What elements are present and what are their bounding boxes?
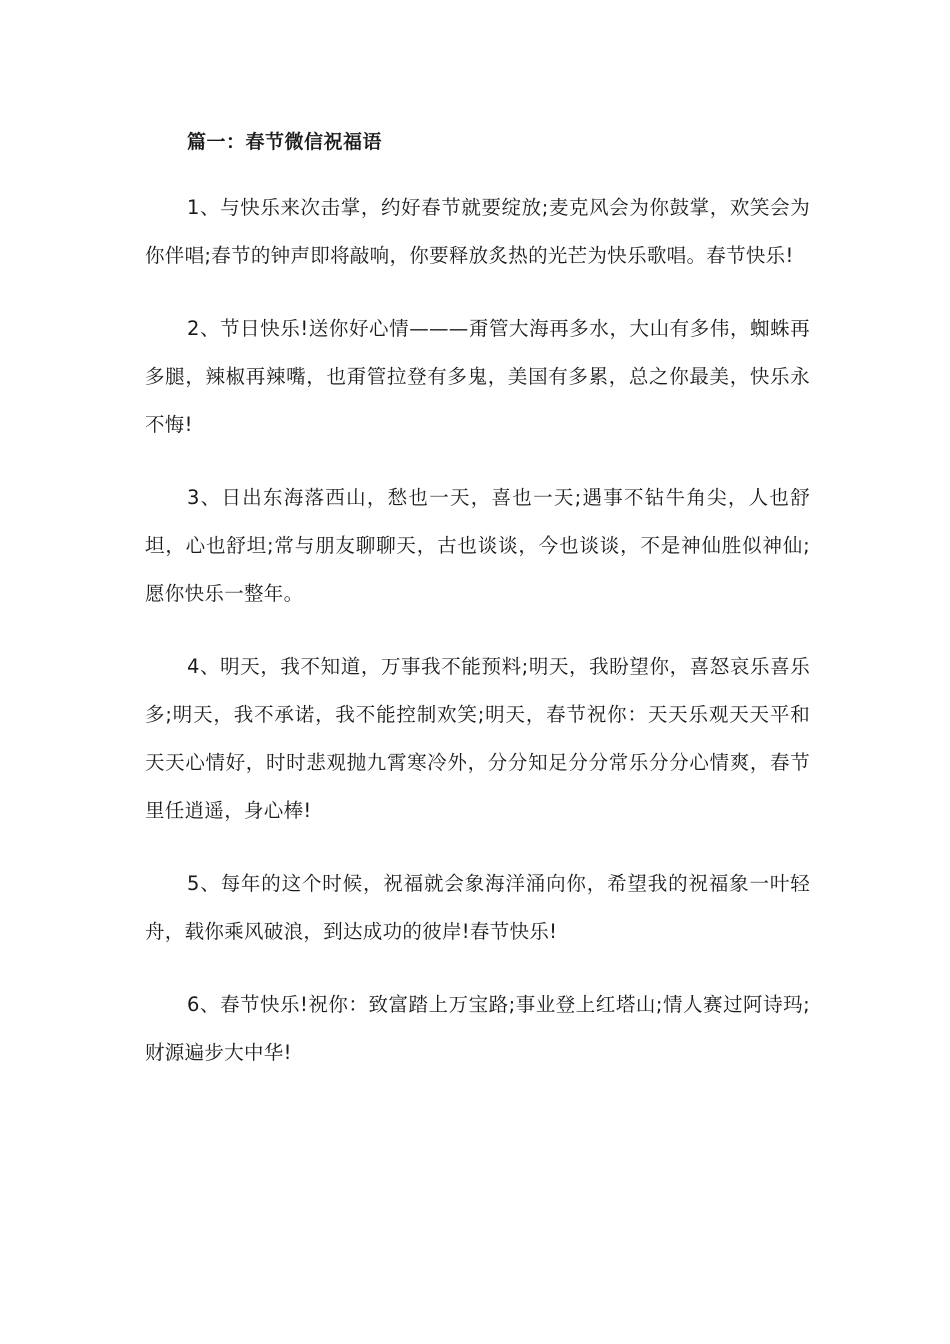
paragraph-3: 3、日出东海落西山，愁也一天，喜也一天;遇事不钻牛角尖，人也舒坦，心也舒坦;常与朋友聊聊天，古也谈谈，今也谈谈，不是神仙胜似神仙;愿你快乐一整年。: [145, 486, 810, 605]
document-title: 篇一：春节微信祝福语: [187, 131, 383, 153]
paragraph-1: 1、与快乐来次击掌，约好春节就要绽放;麦克风会为你鼓掌，欢笑会为你伴唱;春节的钟声即将敲响，你要释放炙热的光芒为快乐歌唱。春节快乐!: [145, 196, 810, 267]
paragraph-2: 2、节日快乐!送你好心情———甭管大海再多水，大山有多伟，蜘蛛再多腿，辣椒再辣嘴，也甭管拉登有多鬼，美国有多累，总之你最美，快乐永不悔!: [145, 317, 810, 436]
paragraph-4: 4、明天，我不知道，万事我不能预料;明天，我盼望你，喜怒哀乐喜乐多;明天，我不承诺，我不能控制欢笑;明天，春节祝你：天天乐观天天平和天天心情好，时时悲观抛九霄寒冷外，分分知足分分常乐分分心情爽，春节里任逍遥，身心棒!: [145, 655, 810, 822]
paragraph-6: 6、春节快乐!祝你：致富踏上万宝路;事业登上红塔山;情人赛过阿诗玛;财源遍步大中华!: [145, 993, 810, 1064]
document-body: [145, 126, 810, 1102]
paragraph-5: 5、每年的这个时候，祝福就会象海洋涌向你，希望我的祝福象一叶轻舟，载你乘风破浪，到达成功的彼岸!春节快乐!: [145, 872, 810, 943]
